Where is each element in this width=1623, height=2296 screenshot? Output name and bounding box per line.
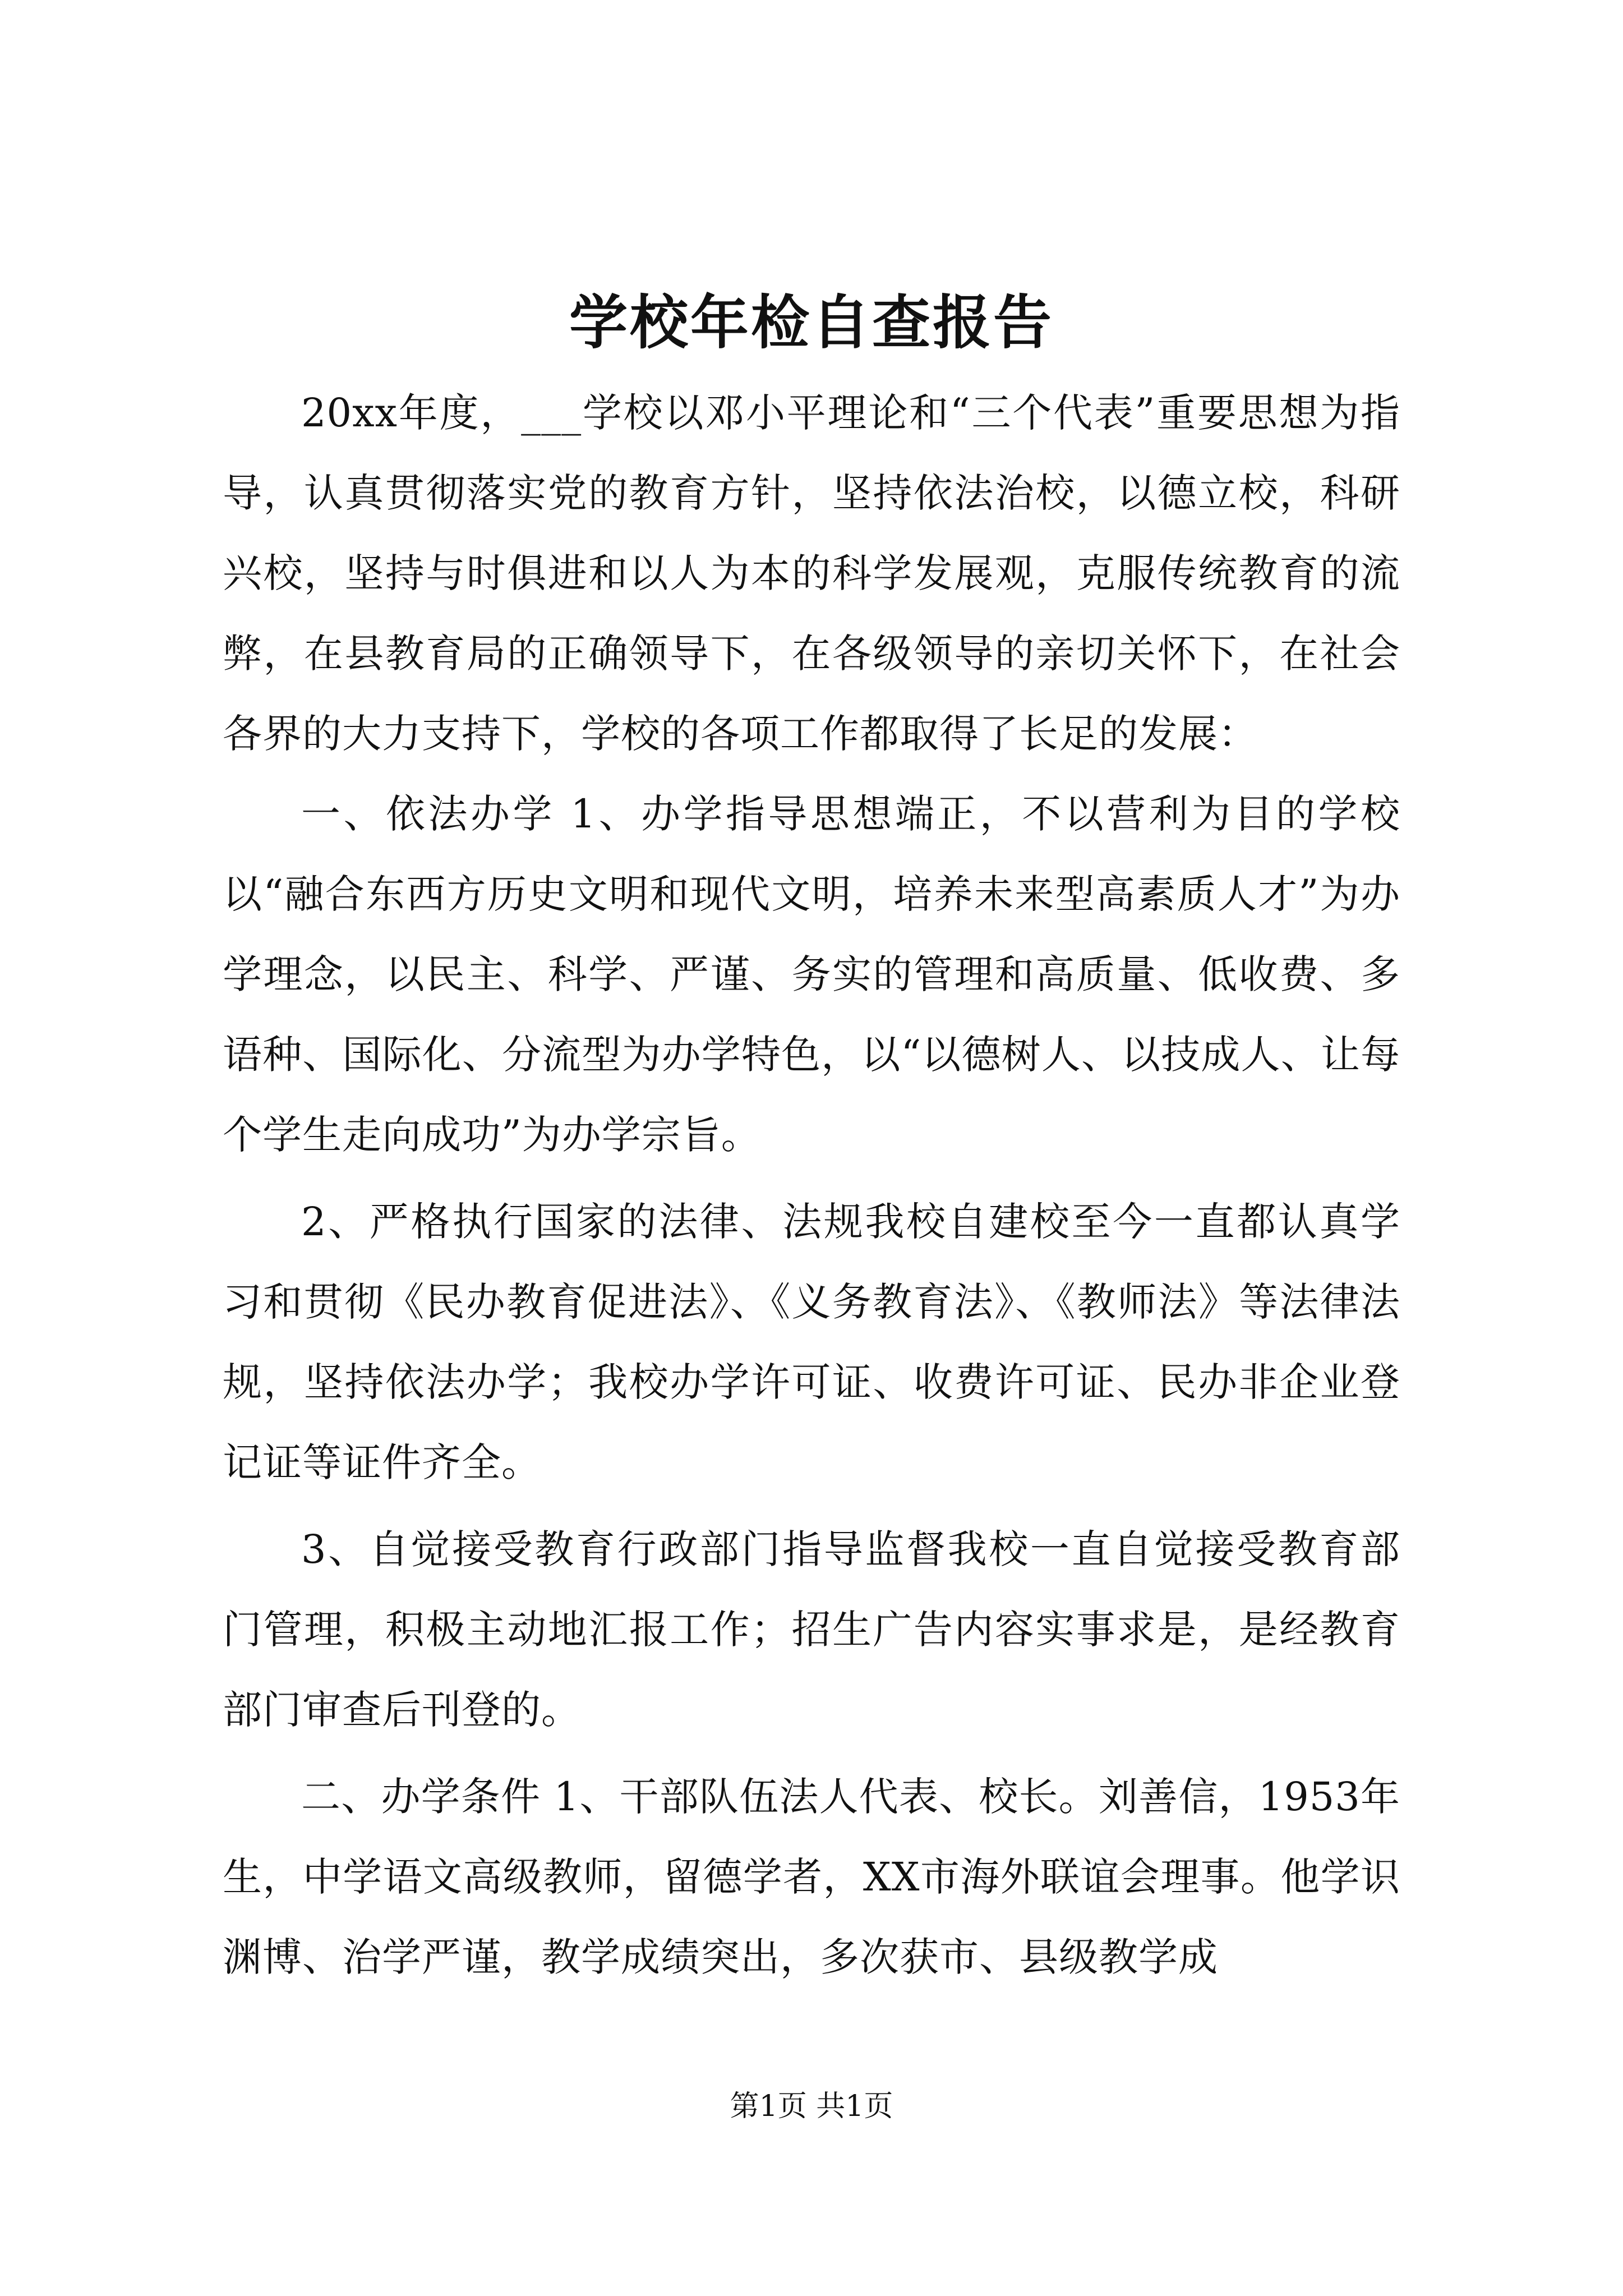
document-title: 学校年检自查报告 <box>569 288 1054 357</box>
paragraph-intro: 20xx年度，___学校以邓小平理论和“三个代表”重要思想为指导，认真贯彻落实党的教育方针，坚持依法治校，以德立校，科研兴校，坚持与时俱进和以人为本的科学发展观，克服传统教育的流弊，在县教育局的正确领导下，在各级领导的亲切关怀下，在社会各界的大力支持下，学校的各项工作都取得了长足的发展： <box>223 390 1400 757</box>
document-body <box>223 373 1400 1998</box>
page-footer: 第1页 共1页 <box>730 2090 893 2123</box>
paragraph-item-2: 2、严格执行国家的法律、法规我校自建校至今一直都认真学习和贯彻《民办教育促进法》、《义务教育法》、《教师法》等法律法规，坚持依法办学；我校办学许可证、收费许可证、民办非企业登记证等证件齐全。 <box>223 1199 1400 1485</box>
paragraph-section-2: 二、办学条件 1、干部队伍法人代表、校长。刘善信，1953年生，中学语文高级教师，留德学者，XX市海外联谊会理事。他学识渊博、治学严谨，教学成绩突出，多次获市、县级教学成 <box>223 1774 1400 1980</box>
paragraph-item-3: 3、自觉接受教育行政部门指导监督我校一直自觉接受教育部门管理，积极主动地汇报工作；招生广告内容实事求是，是经教育部门审查后刊登的。 <box>223 1526 1400 1733</box>
paragraph-section-1: 一、依法办学 1、办学指导思想端正，不以营利为目的学校以“融合东西方历史文明和现代文明，培养未来型高素质人才”为办学理念，以民主、科学、严谨、务实的管理和高质量、低收费、多语种、国际化、分流型为办学特色，以“以德树人、以技成人、让每个学生走向成功”为办学宗旨。 <box>223 791 1400 1158</box>
